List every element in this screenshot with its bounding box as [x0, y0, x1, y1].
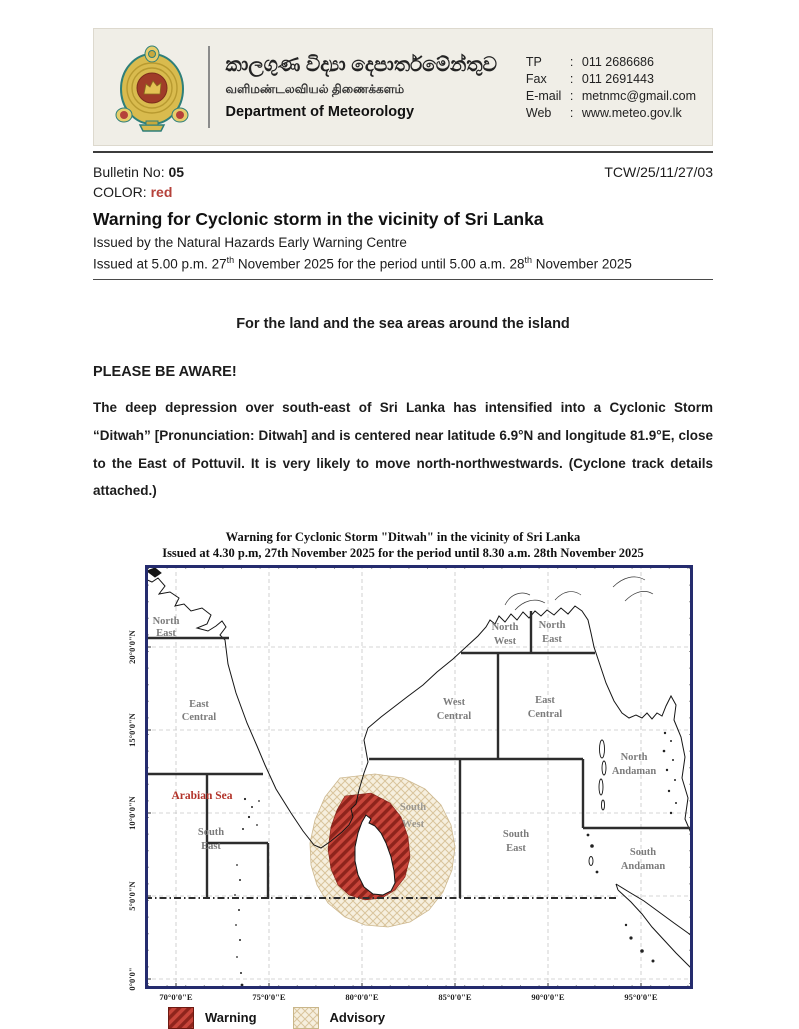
lat-tick-label: 0°0'0"	[127, 966, 137, 991]
lon-tick-label: 85°0'0"E	[438, 991, 472, 1002]
zone-label: Andaman	[611, 765, 657, 777]
contact-fax-value: 011 2691443	[581, 71, 654, 86]
contact-label: TP	[525, 54, 542, 69]
contact-label: E-mail	[525, 88, 562, 103]
zone-label: South	[629, 846, 657, 858]
color-code-row	[93, 184, 713, 200]
org-name-sinhala: කාලගුණ විද්‍යා දෙපාර්තමේන්තුව	[225, 53, 498, 76]
header-rule	[93, 151, 713, 153]
page-title: Warning for Cyclonic storm in the vicinity of Sri Lanka	[93, 209, 544, 229]
zone-label: East	[156, 627, 176, 639]
lat-tick-label: 5°0'0"N	[127, 880, 137, 911]
org-name-english: Department of Meteorology	[225, 103, 415, 120]
zone-label: Central	[181, 711, 217, 723]
contact-label: Web	[525, 105, 552, 120]
legend-item-warning	[168, 1007, 257, 1029]
cyclone-map-section	[93, 529, 713, 1029]
cyclone-map	[127, 565, 693, 1002]
area-subheading: For the land and the sea areas around the island	[236, 316, 570, 333]
contact-colon: :	[569, 54, 574, 69]
bulletin-meta-row	[93, 164, 713, 180]
zone-label: East	[201, 840, 221, 852]
issued-at-text: Issued at 5.00 p.m. 27	[93, 256, 227, 272]
ordinal-sup: th	[524, 254, 533, 265]
zone-label: Central	[436, 710, 472, 722]
warning-swatch-icon	[168, 1007, 194, 1029]
zone-label: South	[399, 801, 427, 813]
contact-colon: :	[569, 71, 574, 86]
bulletin-number	[93, 164, 184, 180]
sea-label-arabian-sea: Arabian Sea	[171, 789, 233, 802]
issued-at-text: November 2025 for the period until 5.00 a.m. 28	[234, 256, 525, 272]
lat-tick-label: 20°0'0"N	[127, 629, 137, 664]
zone-label: East	[506, 842, 526, 854]
contact-block	[526, 52, 696, 123]
advisory-swatch-icon	[293, 1007, 319, 1029]
lon-tick-label: 70°0'0"E	[159, 991, 193, 1002]
bulletin-number-value: 05	[168, 164, 185, 180]
department-logo	[108, 40, 196, 134]
contact-row-tp	[526, 55, 696, 69]
zone-label: North	[491, 621, 519, 633]
zone-label: South	[502, 828, 530, 840]
zone-label: West	[442, 696, 466, 708]
lat-tick-label: 10°0'0"N	[127, 795, 137, 830]
header-titles	[226, 54, 498, 120]
contact-email-value[interactable]: metnmc@gmail.com	[581, 88, 696, 103]
lon-tick-label: 90°0'0"E	[531, 991, 565, 1002]
zone-label: Central	[527, 708, 563, 720]
lon-tick-label: 80°0'0"E	[345, 991, 379, 1002]
zone-label: West	[493, 635, 517, 647]
zone-label: West	[401, 818, 425, 830]
map-title-line2: Issued at 4.30 p.m, 27th November 2025 for the period until 8.30 a.m. 28th November 2025	[162, 546, 644, 561]
sri-lanka-emblem-icon	[110, 41, 194, 133]
meta-rule	[93, 279, 713, 280]
contact-label: Fax	[525, 71, 547, 86]
color-code-value: red	[150, 184, 173, 200]
bulletin-reference: TCW/25/11/27/03	[604, 164, 713, 180]
lon-tick-label: 95°0'0"E	[624, 991, 658, 1002]
ordinal-sup: th	[226, 254, 235, 265]
legend-label-warning: Warning	[205, 1010, 257, 1026]
map-legend	[168, 1007, 713, 1029]
contact-web-value[interactable]: www.meteo.gov.lk	[581, 105, 682, 120]
zone-label: East	[535, 694, 555, 706]
warning-paragraph: The deep depression over south-east of Sri Lanka has intensified into a Cyclonic Storm “Ditwah” [Pronunciation: Ditwah] and is centered near latitude 6.9°N and longitude 81.9°E, close to the East of Pottuvil. It is very likely to move north-northwestwards. (Cyclone track details attached.)	[93, 400, 713, 499]
lat-tick-label: 15°0'0"N	[127, 712, 137, 747]
bulletin-number-label: Bulletin No:	[93, 164, 169, 180]
lon-tick-label: 75°0'0"E	[252, 991, 286, 1002]
zone-label: South	[197, 826, 225, 838]
alert-line: PLEASE BE AWARE!	[93, 364, 237, 381]
zone-label: Andaman	[620, 860, 666, 872]
legend-item-advisory	[293, 1007, 386, 1029]
contact-phone-value: 011 2686686	[581, 54, 654, 69]
zone-label: East	[542, 633, 562, 645]
map-canvas	[145, 565, 693, 989]
legend-label-advisory: Advisory	[329, 1010, 386, 1026]
map-title-line1: Warning for Cyclonic Storm "Ditwah" in the vicinity of Sri Lanka	[225, 530, 581, 545]
contact-colon: :	[569, 105, 574, 120]
issued-by-line: Issued by the Natural Hazards Early Warning Centre	[93, 235, 407, 250]
zone-label: North	[538, 619, 566, 631]
zone-label: North	[152, 615, 180, 627]
org-name-tamil: வளிமண்டலவியல் திணைக்களம்	[225, 81, 405, 96]
contact-row-fax	[526, 72, 696, 86]
color-code-label: COLOR:	[93, 184, 151, 200]
header-divider	[208, 46, 210, 128]
contact-row-email	[526, 89, 696, 103]
issued-at-line	[93, 254, 713, 275]
header-panel	[93, 28, 713, 146]
contact-row-web	[526, 106, 696, 120]
zone-label: East	[189, 698, 209, 710]
contact-colon: :	[569, 88, 574, 103]
zone-label: North	[620, 751, 648, 763]
issued-at-text: November 2025	[532, 256, 632, 272]
